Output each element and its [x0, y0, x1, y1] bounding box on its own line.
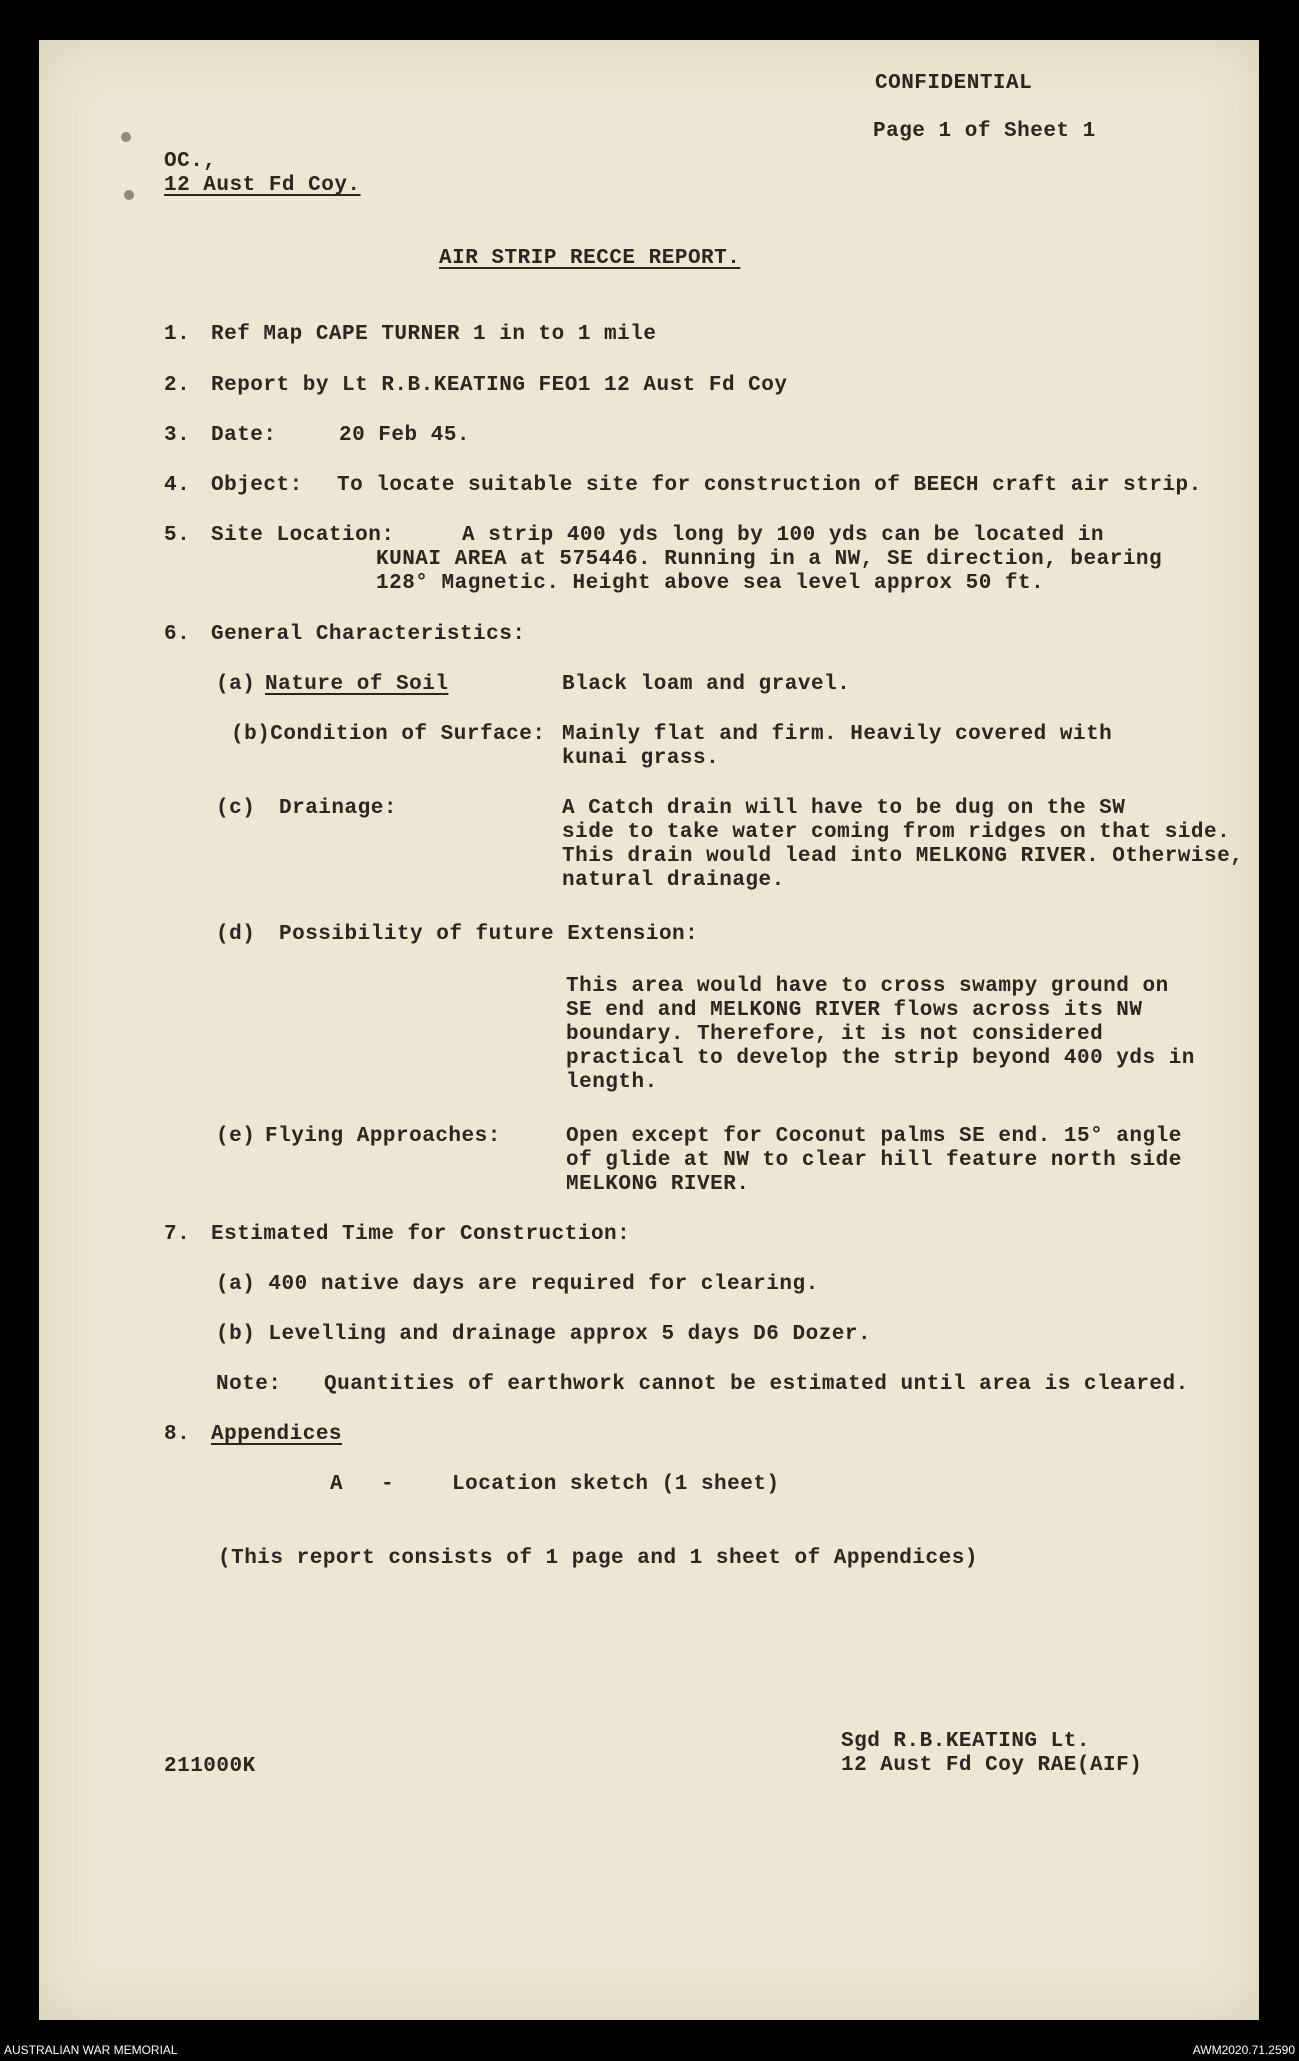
- appendix-text: Location sketch (1 sheet): [452, 1473, 780, 1496]
- sub-value: kunai grass.: [562, 747, 720, 770]
- sub-value: SE end and MELKONG RIVER flows across its NW: [566, 999, 1143, 1022]
- item-number: 7.: [164, 1223, 191, 1246]
- appendix-letter: A: [330, 1473, 344, 1496]
- item-value: To locate suitable site for construction of BEECH craft air strip.: [337, 474, 1202, 497]
- sub-label: (e): [216, 1125, 256, 1148]
- sub-name: Possibility of future Extension:: [279, 923, 699, 946]
- sub-value: length.: [566, 1071, 658, 1094]
- sub-item: (b) Levelling and drainage approx 5 days D6 Dozer.: [216, 1323, 872, 1346]
- sub-label: (d): [216, 923, 256, 946]
- page-number: Page 1 of Sheet 1: [873, 120, 1096, 143]
- sub-value: natural drainage.: [562, 869, 785, 892]
- item-number: 6.: [164, 623, 191, 646]
- classification-label: CONFIDENTIAL: [875, 72, 1033, 95]
- sub-name: Nature of Soil: [265, 673, 449, 696]
- item-number: 8.: [164, 1423, 191, 1446]
- sub-label: (a): [216, 673, 256, 696]
- sub-label: (b)Condition of Surface:: [231, 723, 546, 746]
- item-number: 3.: [164, 424, 191, 447]
- item-number: 5.: [164, 524, 191, 547]
- document-page: [39, 40, 1259, 2020]
- sub-value: This area would have to cross swampy ground on: [566, 975, 1169, 998]
- item-number: 4.: [164, 474, 191, 497]
- sub-value: Mainly flat and firm. Heavily covered with: [562, 723, 1113, 746]
- sub-name: Flying Approaches:: [265, 1125, 501, 1148]
- item-label: General Characteristics:: [211, 623, 526, 646]
- staple-hole: [121, 132, 131, 142]
- sub-value: practical to develop the strip beyond 400 yds in: [566, 1047, 1195, 1070]
- staple-hole: [124, 190, 134, 200]
- item-label: Date:: [211, 424, 277, 447]
- sub-value: boundary. Therefore, it is not considered: [566, 1023, 1104, 1046]
- note-text: Quantities of earthwork cannot be estimated until area is cleared.: [324, 1373, 1189, 1396]
- item-text: Report by Lt R.B.KEATING FEO1 12 Aust Fd Coy: [211, 374, 788, 397]
- appendix-dash: -: [381, 1473, 395, 1496]
- item-label: Estimated Time for Construction:: [211, 1223, 631, 1246]
- item-value: A strip 400 yds long by 100 yds can be located in: [462, 524, 1105, 547]
- item-value: 128° Magnetic. Height above sea level approx 50 ft.: [376, 572, 1045, 595]
- item-value: KUNAI AREA at 575446. Running in a NW, SE direction, bearing: [376, 548, 1163, 571]
- sub-value: This drain would lead into MELKONG RIVER. Otherwise,: [562, 845, 1244, 868]
- report-summary: (This report consists of 1 page and 1 sheet of Appendices): [218, 1547, 978, 1570]
- sub-value: side to take water coming from ridges on that side.: [562, 821, 1231, 844]
- item-number: 1.: [164, 323, 191, 346]
- item-label: Object:: [211, 474, 303, 497]
- signature-line2: 12 Aust Fd Coy RAE(AIF): [841, 1754, 1143, 1777]
- item-label: Site Location:: [211, 524, 395, 547]
- addressee-line1: OC.,: [164, 150, 217, 173]
- note-label: Note:: [216, 1373, 282, 1396]
- sub-item: (a) 400 native days are required for clearing.: [216, 1273, 819, 1296]
- footer-left: AUSTRALIAN WAR MEMORIAL: [4, 2043, 178, 2057]
- sub-value: Black loam and gravel.: [562, 673, 851, 696]
- sub-label: (c): [216, 797, 256, 820]
- sub-value: A Catch drain will have to be dug on the SW: [562, 797, 1126, 820]
- item-number: 2.: [164, 374, 191, 397]
- addressee-line2: 12 Aust Fd Coy.: [164, 174, 361, 197]
- item-value: 20 Feb 45.: [339, 424, 471, 447]
- signature-line1: Sgd R.B.KEATING Lt.: [841, 1730, 1090, 1753]
- date-time-group: 211000K: [164, 1755, 256, 1778]
- sub-value: Open except for Coconut palms SE end. 15° angle: [566, 1125, 1182, 1148]
- item-text: Ref Map CAPE TURNER 1 in to 1 mile: [211, 323, 657, 346]
- item-label: Appendices: [211, 1423, 343, 1446]
- sub-value: MELKONG RIVER.: [566, 1173, 750, 1196]
- sub-name: Drainage:: [279, 797, 397, 820]
- report-title: AIR STRIP RECCE REPORT.: [439, 247, 741, 270]
- sub-value: of glide at NW to clear hill feature north side: [566, 1149, 1182, 1172]
- footer-right: AWM2020.71.2590: [1192, 2043, 1295, 2057]
